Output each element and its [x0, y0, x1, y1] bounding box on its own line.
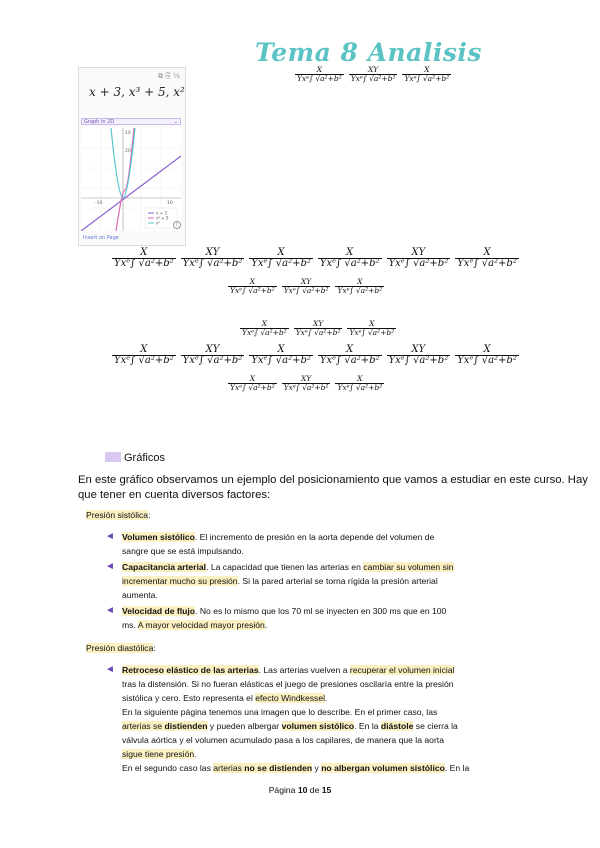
bullet-text: Velocidad de flujo. No es lo mismo que los 70 ml se inyecten en 300 ms que en 100 — [122, 606, 447, 616]
formula-row — [228, 375, 389, 391]
legend-label-1: x + 3 — [156, 210, 167, 216]
formula-fraction: $\frac{X}{\text{Yxᵉ∫ √a²+b²}}$ — [337, 277, 383, 295]
formula-fraction: $\frac{X}{\text{Yxᵉ∫ √a²+b²}}$ — [230, 277, 275, 295]
formula-fraction: $\frac{X}{\text{Yxᵉ∫ √a²+b²}}$ — [319, 247, 380, 269]
x-tick-pos: 10 — [167, 201, 173, 206]
formula-fraction: $\frac{X}{\text{Yxᵉ∫ √a²+b²}}$ — [349, 319, 395, 337]
formula-fraction: $\frac{X}{\text{Yxᵉ∫ √a²+b²}}$ — [251, 247, 311, 269]
legend-label-3: x² — [156, 220, 160, 226]
share-icon[interactable]: ⧉ ⎘ ½ — [158, 72, 180, 80]
x-tick-neg: -10 — [95, 201, 103, 206]
graph-widget[interactable] — [78, 67, 186, 246]
bullet-text: sangre que se está impulsando. — [122, 546, 244, 556]
section-mark — [105, 452, 121, 462]
graph-expression: x + 3, x³ + 5, x² — [89, 85, 185, 99]
formula-row — [112, 248, 524, 270]
formula-row — [228, 278, 389, 294]
page-title: Tema 8 Analisis — [255, 38, 483, 67]
formula-fraction: $\frac{XY}{\text{Yxᵉ∫ √a²+b²}}$ — [388, 344, 449, 366]
bullet-icon: ◄ — [105, 664, 115, 675]
y-tick-top: 10 — [125, 131, 131, 136]
bullet-text: Volumen sistólico. El incremento de presión en la aorta depende del volumen de — [122, 532, 435, 542]
formula-fraction: $\frac{X}{\text{Yxᵉ∫ √a²+b²}}$ — [251, 344, 311, 366]
graph-mode-dropdown[interactable] — [81, 118, 181, 125]
formula-fraction: $\frac{X}{\text{Yxᵉ∫ √a²+b²}}$ — [297, 65, 342, 83]
bullet-text: ms. A mayor velocidad mayor presión. — [122, 620, 268, 630]
intro-paragraph: En este gráfico observamos un ejemplo del posicionamiento que vamos a estudiar en este curso. Hay que tener en cuenta diversos factores: — [78, 474, 588, 501]
formula-fraction: $\frac{X}{\text{Yxᵉ∫ √a²+b²}}$ — [319, 344, 380, 366]
bullet-icon: ◄ — [105, 561, 115, 572]
formula-fraction: $\frac{XY}{\text{Yxᵉ∫ √a²+b²}}$ — [283, 374, 329, 392]
formula-fraction: $\frac{XY}{\text{Yxᵉ∫ √a²+b²}}$ — [182, 344, 243, 366]
formula-fraction: $\frac{X}{\text{Yxᵉ∫ √a²+b²}}$ — [337, 374, 383, 392]
formula-fraction: $\frac{XY}{\text{Yxᵉ∫ √a²+b²}}$ — [283, 277, 329, 295]
bullet-text: Retroceso elástico de las arterias. Las arterias vuelven a recuperar el volumen inicial — [122, 665, 455, 675]
bullet-text: aumenta. — [122, 590, 158, 600]
legend-label-2: x³ + 5 — [156, 215, 169, 221]
formula-fraction: $\frac{X}{\text{Yxᵉ∫ √a²+b²}}$ — [114, 247, 174, 269]
bullet-text: sigue tiene presión. — [122, 749, 197, 759]
page-footer: Página 10 de 15 — [268, 785, 332, 795]
formula-fraction: $\frac{XY}{\text{Yxᵉ∫ √a²+b²}}$ — [350, 65, 396, 83]
info-icon[interactable]: i — [173, 221, 181, 229]
formula-fraction: $\frac{XY}{\text{Yxᵉ∫ √a²+b²}}$ — [295, 319, 341, 337]
formula-fraction: $\frac{X}{\text{Yxᵉ∫ √a²+b²}}$ — [114, 344, 174, 366]
formula-row — [240, 320, 401, 336]
series-line-x-cubed-plus-5 — [116, 128, 134, 231]
bullet-text: sistólica y cero. Esto representa el efecto Windkessel. — [122, 693, 328, 703]
formula-fraction: $\frac{X}{\text{Yxᵉ∫ √a²+b²}}$ — [230, 374, 275, 392]
bullet-icon: ◄ — [105, 605, 115, 616]
bullet-icon: ◄ — [105, 531, 115, 542]
formula-fraction: $\frac{XY}{\text{Yxᵉ∫ √a²+b²}}$ — [182, 247, 243, 269]
formula-fraction: $\frac{XY}{\text{Yxᵉ∫ √a²+b²}}$ — [388, 247, 449, 269]
section-heading: Gráficos — [105, 452, 165, 464]
formula-row — [112, 345, 524, 367]
graph-svg — [81, 128, 181, 231]
formula-fraction: $\frac{X}{\text{Yxᵉ∫ √a²+b²}}$ — [457, 247, 517, 269]
bullet-text: Capacitancia arterial. La capacidad que tienen las arterias en cambiar su volumen sin — [122, 562, 454, 572]
graph-mode-label: Graph in 2D — [84, 119, 115, 125]
formula-row — [295, 66, 456, 82]
sistolica-heading: Presión sistólica: — [86, 510, 151, 520]
insert-on-page-link[interactable]: Insert on Page — [83, 235, 119, 241]
formula-fraction: $\frac{X}{\text{Yxᵉ∫ √a²+b²}}$ — [404, 65, 450, 83]
bullet-text: En el segundo caso las arterias no se distienden y no albergan volumen sistólico. En la — [122, 763, 470, 773]
formula-fraction: $\frac{X}{\text{Yxᵉ∫ √a²+b²}}$ — [242, 319, 287, 337]
formula-fraction: $\frac{X}{\text{Yxᵉ∫ √a²+b²}}$ — [457, 344, 517, 366]
chevron-down-icon: ⌄ — [173, 119, 178, 125]
graph-canvas[interactable] — [81, 128, 181, 231]
bullet-text: incrementar mucho su presión. Si la pared arterial se torna rígida la presión arterial — [122, 576, 438, 586]
bullet-text: válvula aórtica y el volumen acumulado pasa a los capilares, de manera que la aorta — [122, 735, 444, 745]
bullet-text: tras la distensión. Si no fueran elásticas el juego de presiones oscilaría entre la presión — [122, 679, 454, 689]
y-tick-mid: 20 — [125, 149, 131, 154]
bullet-text: arterias se distienden y pueden albergar volumen sistólico. En la diástole se cierra la — [122, 721, 458, 731]
bullet-text: En la siguiente página tenemos una imagen que lo describe. En el primer caso, las — [122, 707, 438, 717]
diastolica-heading: Presión diastólica: — [86, 643, 156, 653]
